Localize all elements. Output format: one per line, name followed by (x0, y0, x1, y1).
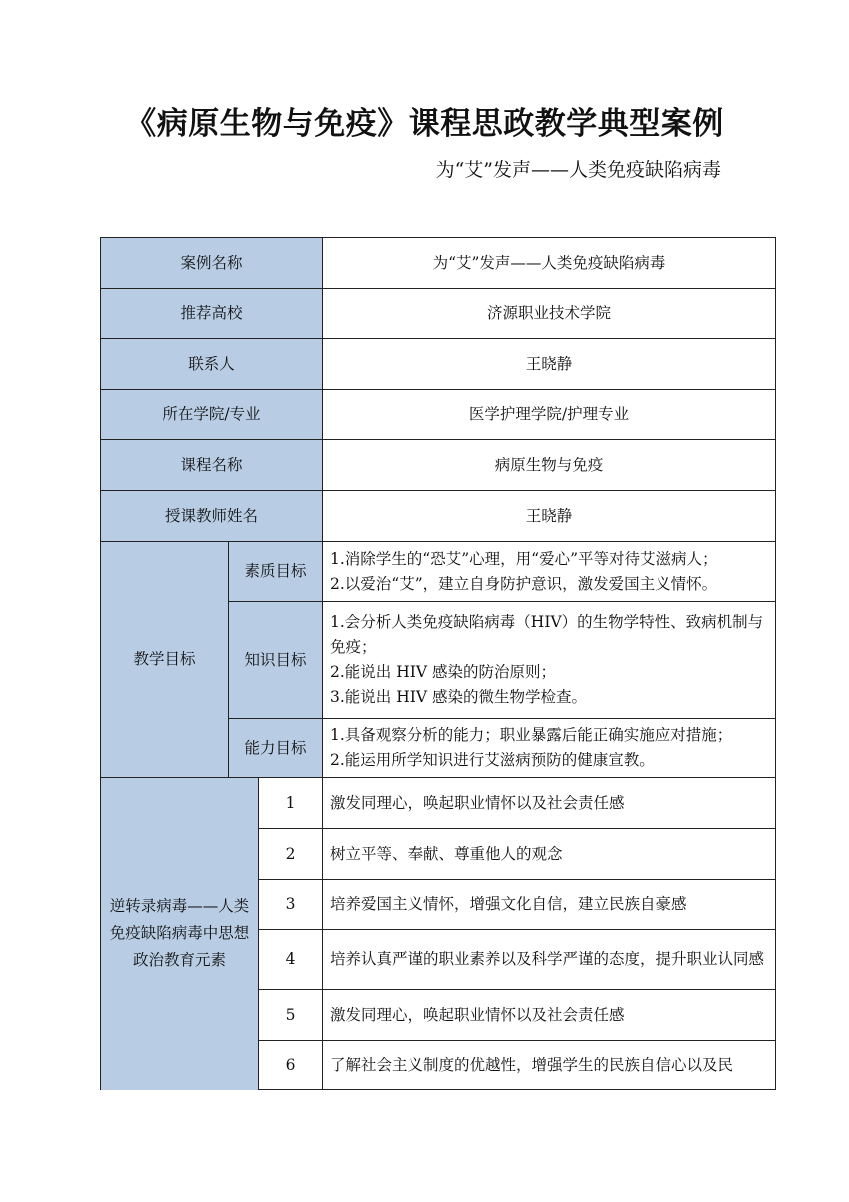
document-subtitle: 为“艾”发声——人类免疫缺陷病毒 (435, 159, 721, 181)
table-row (101, 778, 776, 829)
case-name-value: 为“艾”发声——人类免疫缺陷病毒 (323, 238, 776, 289)
ability-goal-label: 能力目标 (229, 719, 323, 778)
goal-line: 3.能说出 HIV 感染的微生物学检查。 (330, 688, 587, 706)
document-title: 《病原生物与免疫》课程思政教学典型案例 (125, 106, 724, 142)
teacher-value: 王晓静 (323, 491, 776, 542)
quality-goal-label: 素质目标 (229, 542, 323, 602)
element-number: 6 (259, 1041, 323, 1090)
teacher-label: 授课教师姓名 (101, 491, 323, 542)
element-text: 激发同理心，唤起职业情怀以及社会责任感 (323, 990, 776, 1041)
element-text: 培养爱国主义情怀，增强文化自信，建立民族自豪感 (323, 880, 776, 930)
quality-goal-text (323, 542, 776, 602)
element-number: 4 (259, 930, 323, 990)
school-value: 济源职业技术学院 (323, 289, 776, 339)
element-text: 激发同理心，唤起职业情怀以及社会责任感 (323, 778, 776, 829)
goal-line: 1.具备观察分析的能力；职业暴露后能正确实施应对措施； (330, 726, 733, 744)
table-row (101, 542, 776, 602)
college-major-label: 所在学院/专业 (101, 390, 323, 440)
table-row (101, 440, 776, 491)
table-row (101, 289, 776, 339)
ideological-elements-label: 逆转录病毒——人类免疫缺陷病毒中思想政治教育元素 (101, 778, 259, 1090)
goal-line: 1.消除学生的“恐艾”心理，用“爱心”平等对待艾滋病人； (330, 549, 718, 568)
goal-line: 2.能运用所学知识进行艾滋病预防的健康宣教。 (330, 751, 655, 769)
ability-goal-text (323, 719, 776, 778)
table-row (101, 339, 776, 390)
element-text: 了解社会主义制度的优越性，增强学生的民族自信心以及民 (323, 1041, 776, 1090)
case-name-label: 案例名称 (101, 238, 323, 289)
element-text: 培养认真严谨的职业素养以及科学严谨的态度，提升职业认同感 (323, 930, 776, 990)
goal-line: 2.以爱治“艾”，建立自身防护意识，激发爱国主义情怀。 (330, 574, 718, 593)
table-row (101, 390, 776, 440)
course-name-value: 病原生物与免疫 (323, 440, 776, 491)
objectives-label: 教学目标 (101, 542, 229, 778)
knowledge-goal-text (323, 602, 776, 719)
element-number: 2 (259, 829, 323, 880)
element-number: 3 (259, 880, 323, 930)
contact-label: 联系人 (101, 339, 323, 390)
table-row (101, 238, 776, 289)
case-info-table (100, 237, 776, 1090)
table-row (101, 491, 776, 542)
contact-value: 王晓静 (323, 339, 776, 390)
goal-line: 2.能说出 HIV 感染的防治原则； (330, 663, 556, 681)
element-number: 5 (259, 990, 323, 1041)
college-major-value: 医学护理学院/护理专业 (323, 390, 776, 440)
school-label: 推荐高校 (101, 289, 323, 339)
knowledge-goal-label: 知识目标 (229, 602, 323, 719)
goal-line: 1.会分析人类免疫缺陷病毒（HIV）的生物学特性、致病机制与免疫； (330, 613, 764, 656)
course-name-label: 课程名称 (101, 440, 323, 491)
element-text: 树立平等、奉献、尊重他人的观念 (323, 829, 776, 880)
element-number: 1 (259, 778, 323, 829)
